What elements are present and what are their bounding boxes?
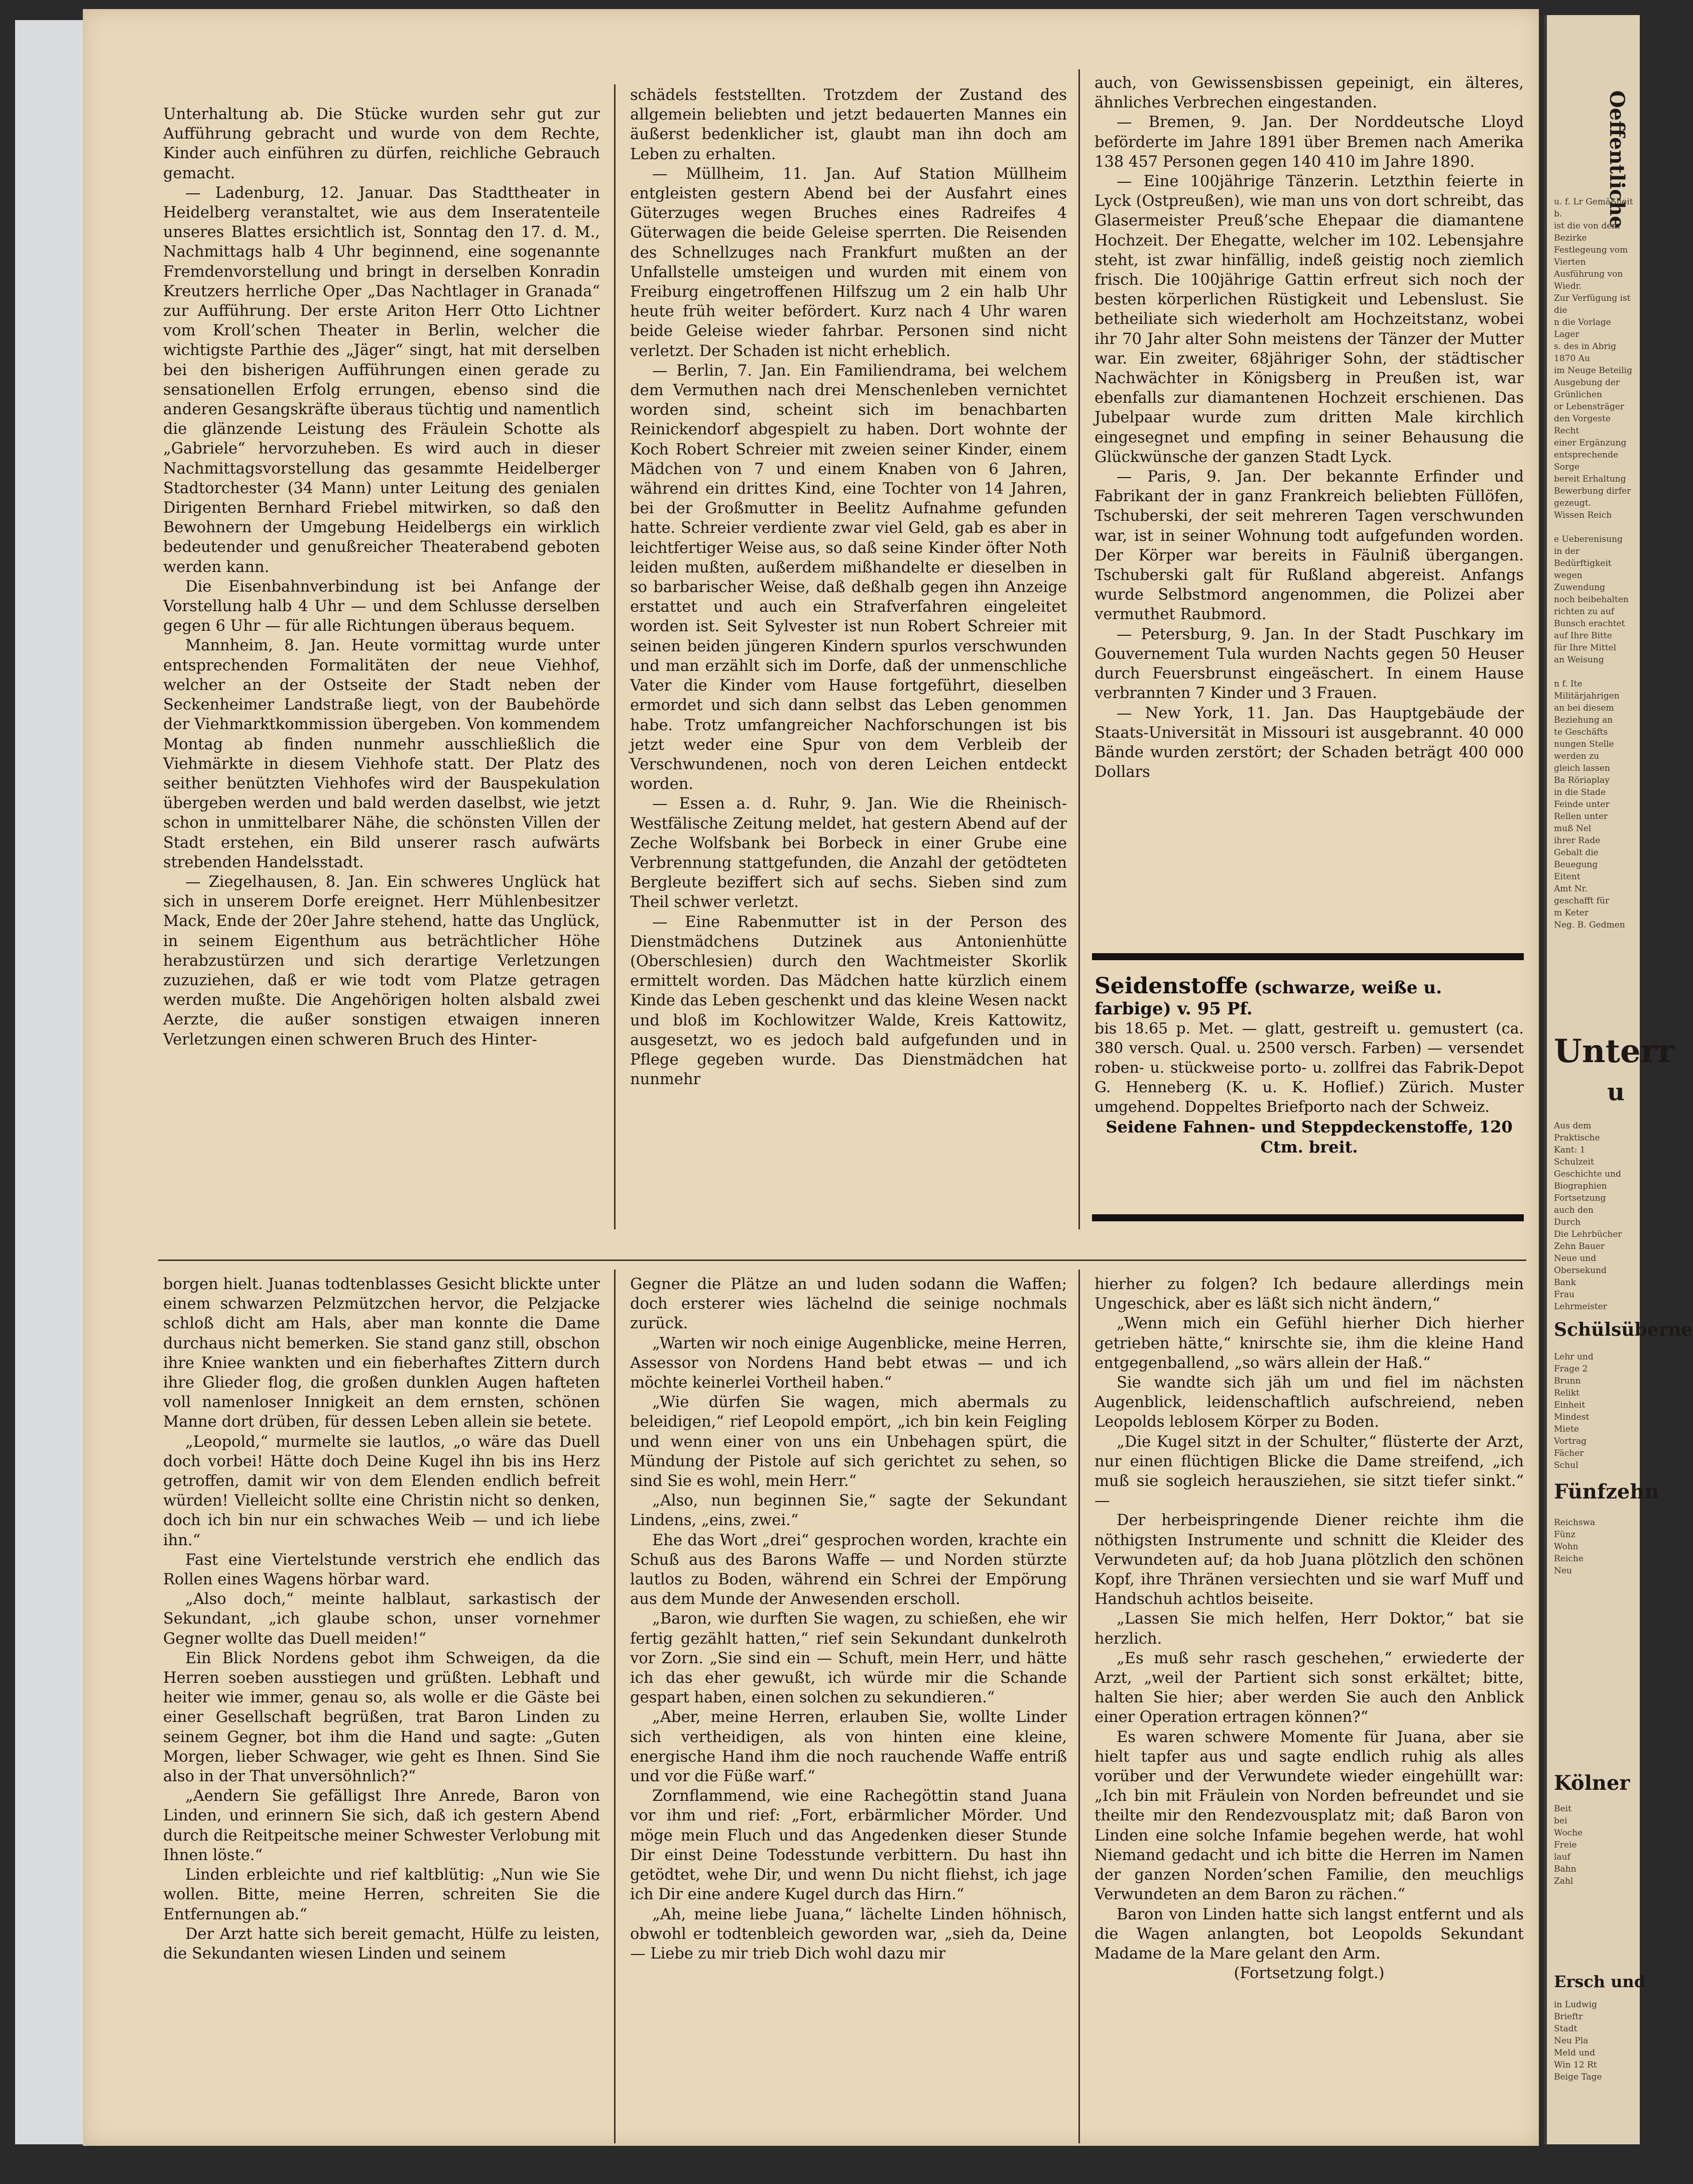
column-1-top (163, 104, 600, 1222)
ad-body-text: bis 18.65 p. Met. — glatt, gestreift u. gemustert (ca. 380 versch. Qual. u. 2500 versch. Farben) — versendet roben- u. stückweise porto- u. zollfrei das Fabrik-Depot G. Henneberg (K. u. K. Hoflief.) Zürich. Muster umgehend. Doppeltes Briefporto nach der Schweiz. (1095, 1020, 1524, 1116)
col1-bottom-paragraph: „Leopold,“ murmelte sie lautlos, „o wäre das Duell doch vorbei! Hätte doch Deine Kugel ihn bis ins Herz getroffen, damit wir von dem Elenden endlich befreit würden! Vielleicht sollte eine Christin nicht so denken, doch ich bin nur ein schwaches Weib — und ich liebe ihn.“ (163, 1433, 600, 1549)
adjacent-heading-3: u (1607, 1078, 1625, 1106)
col3-bottom-paragraph: Der herbeispringende Diener reichte ihm die nöthigsten Instrumente und schnitt die Kleider des Verwundeten auf; da hob Juana plötzlich den schönen Kopf, ihre Thränen versiechten und sie warf Muff und Handschuh achtlos beiseite. (1095, 1512, 1524, 1608)
ad-footer (1095, 1117, 1524, 1157)
column-3-top (1095, 73, 1524, 932)
col1-bottom-paragraph: Fast eine Viertelstunde verstrich ehe endlich das Rollen eines Wagens hörbar ward. (163, 1551, 600, 1589)
col3-bottom-paragraph: Sie wandte sich jäh um und fiel im nächsten Augenblick, leidenschaftlich aufschreiend, neben Leopolds leblosem Körper zu Boden. (1095, 1374, 1524, 1431)
col2-bottom-paragraph: „Also, nun beginnen Sie,“ sagte der Sekundant Lindens, „eins, zwei.“ (630, 1492, 1067, 1530)
col3-bottom-paragraph: hierher zu folgen? Ich bedaure allerdings mein Ungeschick, aber es läßt sich nicht ändern,“ (1095, 1276, 1524, 1313)
col3-bottom-paragraph: „Die Kugel sitzt in der Schulter,“ flüsterte der Arzt, nur einen flüchtigen Blicke die Dame streifend, „ich muß sie sogleich herausziehen, sie sitzt tiefer sinkt.“ — (1095, 1433, 1524, 1510)
adjacent-page-edge (1544, 15, 1693, 2144)
column-2-bottom (630, 1275, 1067, 2141)
col1-top-paragraph: — Ladenburg, 12. Januar. Das Stadttheater in Heidelberg veranstaltet, wie aus dem Inseratenteile unseres Blattes ersichtlich ist, Sonntag den 17. d. M., Nachmittags halb 4 Uhr beginnend, eine sogenannte Fremdenvorstellung und bringt in derselben Konradin Kreutzers herrliche Oper „Das Nachtlager in Granada“ zur Aufführung. Der erste Ariton Herr Otto Lichtner vom Kroll’schen Theater in Berlin, welcher die wichtigste Parthie des „Jäger“ singt, hat mit derselben bei den bisherigen Aufführungen einen gerade zu sensationellen Erfolg errungen, ebenso sind die anderen Gesangskräfte überaus tüchtig und namentlich die glänzende Leistung des Fräulein Schotte als „Gabriele“ hervorzuheben. Es wird auch in dieser Nachmittagsvorstellung das gesammte Heidelberger Stadtorchester (34 Mann) unter Leitung des genialen Dirigenten Bernhard Friebel mitwirken, so daß den Bewohnern der Umgebung Heidelbergs ein wirklich bedeutender und genußreicher Theaterabend geboten werden kann. (163, 184, 600, 576)
col2-bottom-paragraph: Zornflammend, wie eine Rachegöttin stand Juana vor ihm und rief: „Fort, erbärmlicher Mörder. Und möge mein Fluch und das Angedenken dieser Stunde Dir einst Deine Todesstunde verbittern. Du hast ihn getödtet, wehe Dir, und wenn Du nicht fliehst, ich jage ich Dir eine andere Kugel durch das Hirn.“ (630, 1787, 1067, 1904)
ad-border-bottom (1092, 1214, 1524, 1221)
column-2-top (630, 85, 1067, 1222)
column-rule-4 (1078, 1270, 1080, 2143)
ad-footer-line-1: Seidene Fahnen- und Steppdeckenstoffe, 120 (1106, 1117, 1513, 1136)
feuilleton-divider (158, 1259, 1526, 1261)
ad-headline (1095, 973, 1524, 1019)
adjacent-text-3: Lehr und Frage 2 Brunn Relikt Einheit Mindest Miete Vortrag Fächer Schul (1554, 1352, 1594, 1470)
col2-bottom-paragraph: „Baron, wie durften Sie wagen, zu schießen, ehe wir fertig gezählt hatten,“ rief sein Sekundant dunkelroth vor Zorn. „Sie sind ein — Schuft, mein Herr, und hätte ich das eher gewußt, ich würde mir die Schande gespart haben, einen solchen zu sekundieren.“ (630, 1610, 1067, 1707)
newspaper-page (83, 9, 1539, 2146)
adjacent-heading-2: Unterr (1554, 1032, 1675, 1070)
col2-top-paragraph: — Eine Rabenmutter ist in der Person des Dienstmädchens Dutzinek aus Antonienhütte (Oberschlesien) durch den Wachtmeister Skorlik ermittelt worden. Das Mädchen hatte kürzlich einem Kinde das Leben geschenkt und das kleine Wesen nackt und bloß im Kochlowitzer Walde, Kreis Kattowitz, ausgesetzt, wo es jedoch bald aufgefunden und in Pflege gegeben wurde. Das Dienstmädchen hat nunmehr (630, 913, 1067, 1089)
col2-bottom-paragraph: Ehe das Wort „drei“ gesprochen worden, krachte ein Schuß aus des Barons Waffe — und Norden stürzte lautlos zu Boden, während ein Schrei der Empörung aus dem Munde der Anwesenden erscholl. (630, 1531, 1067, 1608)
col1-bottom-paragraph: „Also doch,“ meinte halblaut, sarkastisch der Sekundant, „ich glaube schon, unser vornehmer Gegner wollte das Duell meiden!“ (163, 1590, 600, 1648)
col3-bottom-paragraph: Baron von Linden hatte sich langst entfernt und als die Wagen anlangten, bot Leopolds Sekundant Madame de la Mare gelant den Arm. (1095, 1905, 1524, 1963)
col3-bottom-paragraph: „Es muß sehr rasch geschehen,“ erwiederte der Arzt, „weil der Partient sich sonst erkältet; bitte, halten Sie hier; aber werden Sie auch den Anblick einer Operation ertragen können?“ (1095, 1649, 1524, 1727)
binder-edge (15, 20, 85, 2144)
col1-bottom-paragraph: „Aendern Sie gefälligst Ihre Anrede, Baron von Linden, und erinnern Sie sich, daß ich gestern Abend durch die Reitpeitsche meiner Schwester Verlobung mit Ihnen löste.“ (163, 1787, 600, 1864)
adjacent-heading-7: Ersch und (1554, 1972, 1646, 1991)
col3-bottom-paragraph: „Lassen Sie mich helfen, Herr Doktor,“ bat sie herzlich. (1095, 1610, 1524, 1648)
adjacent-heading-1: Oeffentliche (1605, 90, 1629, 229)
col1-top-paragraph: Die Eisenbahnverbindung ist bei Anfange der Vorstellung halb 4 Uhr — und dem Schlusse derselben gegen 6 Uhr — für alle Richtungen überaus bequem. (163, 578, 600, 635)
adjacent-text-6: in Ludwig Brieftr Stadt Neu Pla Meld und Win 12 Rt Beige Tage (1554, 2000, 1602, 2082)
col3-top-paragraph: — New York, 11. Jan. Das Hauptgebäude der Staats-Universität in Missouri ist ausgebrannt. 40 000 Bände wurden zerstört; der Schaden beträgt 400 000 Dollars (1095, 704, 1524, 781)
col1-top-paragraph: — Ziegelhausen, 8. Jan. Ein schweres Unglück hat sich in unserem Dorfe ereignet. Herr Mühlenbesitzer Mack, Ende der 20er Jahre stehend, hatte das Unglück, in seinem Eigenthum aus beträchtlicher Höhe herabzustürzen und sich derartige Verletzungen zuzuziehen, daß er wie todt vom Platze getragen werden mußte. Die Angehörigen holten alsbald zwei Aerzte, die außer sonstigen etwaigen inneren Verletzungen einen schweren Bruch des Hinter- (163, 873, 600, 1049)
adjacent-heading-6: Kölner (1554, 1771, 1630, 1795)
col1-bottom-paragraph: Ein Blick Nordens gebot ihm Schweigen, da die Herren soeben ausstiegen und grüßten. Lebhaft und heiter wie immer, genau so, als wolle er die Gäste bei einer Gesellschaft begrüßen, trat Baron Linden zu seinem Gegner, bot ihm die Hand und sagte: „Guten Morgen, lieber Schwager, wie geht es Ihnen. Sind Sie also in der That unversöhnlich?“ (163, 1649, 600, 1786)
adjacent-heading-5: Fünfzehn (1554, 1480, 1659, 1504)
col3-bottom-paragraph: „Wenn mich ein Gefühl hierher Dich hierher getrieben hätte,“ knirschte sie, ihm die kleine Hand entgegenballend, „so wärs allein der Haß.“ (1095, 1315, 1524, 1372)
column-1-bottom (163, 1275, 600, 2141)
col2-bottom-paragraph: Gegner die Plätze an und luden sodann die Waffen; doch ersterer wies lächelnd die seinige nochmals zurück. (630, 1276, 1067, 1333)
col3-top-paragraph: — Petersburg, 9. Jan. In der Stadt Puschkary im Gouvernement Tula wurden Nachts gegen 50 Heuser durch Feuersbrunst eingeäschert. In einem Hause verbrannten 7 Kinder und 3 Frauen. (1095, 625, 1524, 703)
col1-top-paragraph: Mannheim, 8. Jan. Heute vormittag wurde unter entsprechenden Formalitäten der neue Viehhof, welcher an der Ostseite der Stadt neben der Seckenheimer Landstraße liegt, von der Baubehörde der Viehmarktkommission übergeben. Von kommendem Montag ab finden nunmehr ausschließlich die Viehmärkte in diesem Viehhofe statt. Der Platz des seither benützten Viehhofes wird der Bauspekulation übergeben werden und bald werden daselbst, wie jetzt schon in unmittelbarer Nähe, die schönsten Villen der Stadt erstehen, ein Bild unserer rasch aufwärts strebenden Handelsstadt. (163, 637, 600, 871)
ad-border-top (1092, 953, 1524, 960)
col3-top-paragraph: auch, von Gewissensbissen gepeinigt, ein älteres, ähnliches Verbrechen eingestanden. (1095, 74, 1524, 112)
col3-top-paragraph: — Bremen, 9. Jan. Der Norddeutsche Lloyd beförderte im Jahre 1891 über Bremen nach Amerika 138 457 Personen gegen 140 410 im Jahre 1890. (1095, 113, 1524, 171)
col2-bottom-paragraph: „Warten wir noch einige Augenblicke, meine Herren, Assessor von Nordens Hand bebt etwas — und ich möchte keinerlei Vortheil haben.“ (630, 1334, 1067, 1392)
col2-top-paragraph: — Essen a. d. Ruhr, 9. Jan. Wie die Rheinisch-Westfälische Zeitung meldet, hat gestern Abend auf der Zeche Wolfsbank bei Borbeck in einer Grube eine Verbrennung stattgefunden, die Anzahl der getödteten Bergleute beziffert sich auf sechs. Sieben sind zum Theil schwer verletzt. (630, 795, 1067, 911)
col3-bottom-paragraph: (Fortsetzung folgt.) (1234, 1965, 1385, 1983)
col2-bottom-paragraph: „Wie dürfen Sie wagen, mich abermals zu beleidigen,“ rief Leopold empört, „ich bin kein Feigling und wenn einer von uns ein Unbehagen spürt, die Mündung der Pistole auf sich gerichtet zu sehen, so sind Sie es wohl, mein Herr.“ (630, 1394, 1067, 1490)
adjacent-text-4: Reichswa Fünz Wohn Reiche Neu (1554, 1518, 1596, 1576)
col2-top-paragraph: — Berlin, 7. Jan. Ein Familiendrama, bei welchem dem Vermuthen nach drei Menschenleben vernichtet worden sind, scheint sich im benachbarten Reinickendorf abgespielt zu haben. Dort wohnte der Koch Robert Schreier mit zweien seiner Kinder, einem Mädchen von 7 und einem Knaben von 6 Jahren, während ein drittes Kind, eine Tochter von 14 Jahren, bei der Großmutter in Beelitz Aufnahme gefunden hatte. Schreier verdiente zwar viel Geld, gab es aber in leichtfertiger Weise aus, so daß seine Kinder öfter Noth leiden mußten, außerdem mißhandelte er dieselben in so barbarischer Weise, daß deßhalb gegen ihn Anzeige erstattet und auch ein Strafverfahren eingeleitet worden ist. Seit Sylvester ist nun Robert Schreier mit seinen beiden jüngeren Kindern spurlos verschwunden und man erzählt sich im Dorfe, daß der unmenschliche Vater die Kinder vom Hause fortgeführt, dieselben ermordet und sich dann selbst das Leben genommen habe. Trotz umfangreicher Nachforschungen ist bis jetzt weder eine Spur von dem Verbleib der Verschwundenen, noch von deren Leichen entdeckt worden. (630, 362, 1067, 793)
col1-top-paragraph: Unterhaltung ab. Die Stücke wurden sehr gut zur Aufführung gebracht und wurde von dem Rechte, Kinder auch einführen zu dürfen, reichliche Gebrauch gemacht. (163, 105, 600, 182)
ad-body (1095, 1019, 1524, 1117)
col2-top-paragraph: schädels feststellten. Trotzdem der Zustand des allgemein beliebten und jetzt bedauerten Mannes ein äußerst bedenklicher ist, glaubt man ihn doch am Leben zu erhalten. (630, 86, 1067, 163)
column-3-bottom (1095, 1275, 1524, 2141)
col2-top-paragraph: — Müllheim, 11. Jan. Auf Station Müllheim entgleisten gestern Abend bei der Ausfahrt eines Güterzuges wegen Bruches eines Radreifes 4 Güterwagen die beide Geleise sperrten. Die Reisenden des Schnellzuges nach Frankfurt mußten an der Unfallstelle umsteigen und wurden mit einem von Freiburg eingetroffenen Hilfszug um 2 ein halb Uhr heute früh weiter befördert. Kurz nach 4 Uhr waren beide Geleise wieder fahrbar. Personen sind nicht verletzt. Der Schaden ist nicht erheblich. (630, 165, 1067, 360)
ad-headline-price: (schwarze, weiße u. farbige) v. 95 Pf. (1095, 978, 1442, 1019)
col2-bottom-paragraph: „Aber, meine Herren, erlauben Sie, wollte Linder sich vertheidigen, als von hinten eine kleine, energische Hand ihm die noch rauchende Waffe entriß und vor die Füße warf.“ (630, 1708, 1067, 1786)
col2-bottom-paragraph: „Ah, meine liebe Juana,“ lächelte Linden höhnisch, obwohl er todtenbleich geworden war, „sieh da, Deine — Liebe zu mir trieb Dich wohl dazu mir (630, 1905, 1067, 1963)
column-rule-3 (614, 1270, 616, 2143)
ad-headline-word: Seidenstoffe (1095, 973, 1248, 999)
column-rule-2 (1078, 69, 1080, 1229)
column-rule-1 (614, 84, 616, 1229)
adjacent-text-5: Beit bei Woche Freie lauf Bahn Zahl (1554, 1804, 1583, 1886)
silk-fabric-advertisement (1095, 973, 1524, 1157)
col1-bottom-paragraph: Der Arzt hatte sich bereit gemacht, Hülfe zu leisten, die Sekundanten wiesen Linden und seinem (163, 1925, 600, 1963)
col3-bottom-paragraph: Es waren schwere Momente für Juana, aber sie hielt tapfer aus und sagte endlich ruhig als alles vorüber und der Verwundete wieder eingehüllt war: „Ich bin mit Fräulein von Norden befreundet und sie theilte mir den Rendezvousplatz mit; daß Baron von Linden eine solche Infamie begehen werde, hat wohl Niemand gedacht und ich bitte die Herren im Namen der ganzen Norden’schen Familie, den meuchligs Verwundeten an dem Baron zu rächen.“ (1095, 1728, 1524, 1904)
adjacent-text-2: Aus dem Praktische Kant: 1 Schulzeit Geschichte und Biographien Fortsetzung auch den Durch Die Lehrbücher Zehn Bauer Neue und Obersekund Bank Frau Lehrmeister (1554, 1121, 1622, 1312)
ad-footer-line-2: Ctm. breit. (1260, 1137, 1358, 1157)
adjacent-heading-4: Schülsüberne (1554, 1319, 1693, 1340)
col3-top-paragraph: — Paris, 9. Jan. Der bekannte Erfinder und Fabrikant der in ganz Frankreich beliebten Füllöfen, Tschuberski, der seit mehreren Tagen verschwunden war, ist in seiner Wohnung todt aufgefunden worden. Der Körper war bereits in Fäulniß übergangen. Tschuberski galt für Rußland abgereist. Anfangs wurde Selbstmord angenommen, die Polizei aber vermuthet Raubmord. (1095, 468, 1524, 624)
col1-bottom-paragraph: Linden erbleichte und rief kaltblütig: „Nun wie Sie wollen. Bitte, meine Herren, schreiten Sie die Entfernungen ab.“ (163, 1866, 600, 1923)
col1-bottom-paragraph: borgen hielt. Juanas todtenblasses Gesicht blickte unter einem schwarzen Pelzmützchen hervor, die Pelzjacke schloß dicht am Hals, aber man konnte die Dame durchaus nicht bemerken. Sie stand ganz still, obschon ihre Kniee wankten und ein fieberhaftes Zittern durch ihre Glieder flog, die großen dunklen Augen hafteten voll namenloser Innigkeit an dem ernsten, schönen Manne dort drüben, für dessen Leben allein sie betete. (163, 1276, 600, 1431)
adjacent-text-1: u. f. Lr Gemäßheit b. ist die von dem Bezirke Festlegeung vom Vierten Ausführung von Wiedr. Zur Verfügung ist die n die Vorlage Lager s. des in Abrig 1870 Au im Neuge Beteilig Ausgebung der Grünlichen or Lebensträger den Vorgeste Recht einer Ergänzung entsprechende Sorge bereit Erhaltung Bewerbung dirfer gezeugt. Wissen Reich e Ueberenisung in der Bedürftigkeit wegen Zuwendung noch beibehalten richten zu auf Bunsch erachtet auf Ihre Bitte für Ihre Mittel an Weisung n f. Ite Militärjahrigen an bei diesem Beziehung an te Geschäfts nungen Stelle werden zu gleich lassen Ba Röriaplay in die Stade Feinde unter Rellen unter muß Nel ihrer Rade Gebalt die Beuegung Eitent Amt Nr. geschafft für m Keter Neg. B. Gedmen (1554, 197, 1633, 930)
col3-top-paragraph: — Eine 100jährige Tänzerin. Letzthin feierte in Lyck (Ostpreußen), wie man uns von dort schreibt, das Glasermeister Preuß’sche Ehepaar die diamantene Hochzeit. Der Ehegatte, welcher im 102. Lebensjahre steht, ist zwar hinfällig, indeß geistig noch ziemlich frisch. Die 100jährige Gattin erfreut sich noch der besten körperlichen Rüstigkeit und Lebenslust. Sie betheiliate sich wiederholt am Hochzeitstanz, wobei ihr 70 Jahr alter Sohn meistens der Tänzer der Mutter war. Ein zweiter, 68jähriger Sohn, der städtischer Nachwächter in Königsberg in Preußen ist, war ebenfalls zur diamantenen Hochzeit erschienen. Das Jubelpaar wurde zum dritten Male kirchlich eingesegnet und empfing in seiner Behausung die Glückwünsche der ganzen Stadt Lyck. (1095, 173, 1524, 466)
